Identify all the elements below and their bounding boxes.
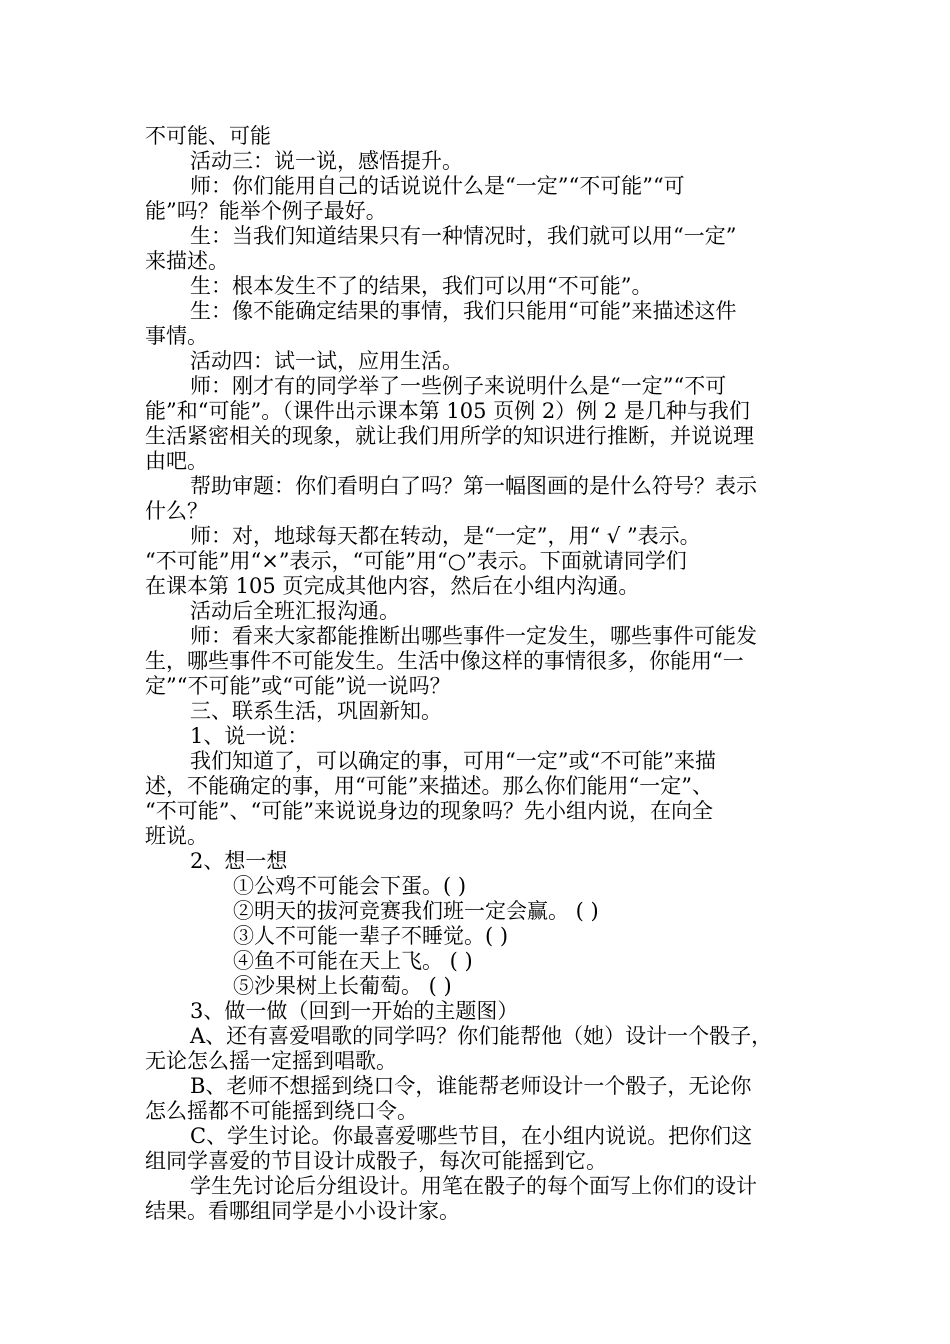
text-line: 定”“不可能”或“可能”说一说吗？ <box>145 674 451 698</box>
text-line: 怎么摇都不可能摇到绕口令。 <box>145 1099 418 1123</box>
text-line: 生活紧密相关的现象，就让我们用所学的知识进行推断，并说说理 <box>145 424 754 448</box>
text-line: 无论怎么摇一定摇到唱歌。 <box>145 1049 397 1073</box>
text-line: 生：像不能确定结果的事情，我们只能用“可能”来描述这件 <box>190 299 737 323</box>
text-line: 班说。 <box>145 824 208 848</box>
text-line: 在课本第 105 页完成其他内容，然后在小组内沟通。 <box>145 574 640 598</box>
text-line: 活动三：说一说，感悟提升。 <box>190 149 463 173</box>
exercise-item: ③人不可能一辈子不睡觉。( ) <box>233 924 509 948</box>
text-line: 师：刚才有的同学举了一些例子来说明什么是“一定”“不可 <box>190 374 727 398</box>
text-line: 师：对，地球每天都在转动，是“一定”，用“ √ ”表示。 <box>190 524 701 548</box>
text-line: 能”和“可能”。（课件出示课本第 105 页例 2）例 2 是几种与我们 <box>145 399 750 423</box>
text-line: 活动四：试一试，应用生活。 <box>190 349 463 373</box>
text-line: 生：根本发生不了的结果，我们可以用“不可能”。 <box>190 274 653 298</box>
subsection-heading: 1、说一说： <box>190 724 309 748</box>
text-line: 师：你们能用自己的话说说什么是“一定”“不可能”“可 <box>190 174 685 198</box>
text-line: 述，不能确定的事，用“可能”来描述。那么你们能用“一定”、 <box>145 774 713 798</box>
exercise-item: ②明天的拔河竞赛我们班一定会赢。 ( ) <box>233 899 599 923</box>
text-line: 什么？ <box>145 499 208 523</box>
text-line: 活动后全班汇报沟通。 <box>190 599 400 623</box>
text-line: 不可能、可能 <box>145 124 271 148</box>
text-line: C、学生讨论。你最喜爱哪些节目，在小组内说说。把你们这 <box>190 1124 753 1148</box>
text-line: 事情。 <box>145 324 208 348</box>
exercise-item: ④鱼不可能在天上飞。 ( ) <box>233 949 473 973</box>
text-line: 生：当我们知道结果只有一种情况时，我们就可以用“一定” <box>190 224 737 248</box>
text-line: 组同学喜爱的节目设计成骰子，每次可能摇到它。 <box>145 1149 607 1173</box>
exercise-item: ⑤沙果树上长葡萄。 ( ) <box>233 974 452 998</box>
text-line: “不可能”用“×”表示，“可能”用“○”表示。下面就请同学们 <box>145 549 687 573</box>
text-line: 帮助审题：你们看明白了吗？第一幅图画的是什么符号？表示 <box>190 474 757 498</box>
text-line: A、还有喜爱唱歌的同学吗？你们能帮他（她）设计一个骰子， <box>190 1024 773 1048</box>
section-heading: 三、联系生活，巩固新知。 <box>190 699 442 723</box>
subsection-heading: 2、想一想 <box>190 849 288 873</box>
subsection-heading: 3、做一做（回到一开始的主题图） <box>190 999 519 1023</box>
text-line: B、老师不想摇到绕口令，谁能帮老师设计一个骰子，无论你 <box>190 1074 752 1098</box>
text-line: 我们知道了，可以确定的事，可用“一定”或“不可能”来描 <box>190 749 716 773</box>
text-line: 结果。看哪组同学是小小设计家。 <box>145 1199 460 1223</box>
text-line: “不可能”、“可能”来说说身边的现象吗？先小组内说，在向全 <box>145 799 713 823</box>
text-line: 能”吗？能举个例子最好。 <box>145 199 387 223</box>
text-line: 由吧。 <box>145 449 208 473</box>
text-line: 学生先讨论后分组设计。用笔在骰子的每个面写上你们的设计 <box>190 1174 757 1198</box>
text-line: 生，哪些事件不可能发生。生活中像这样的事情很多，你能用“一 <box>145 649 744 673</box>
text-line: 师：看来大家都能推断出哪些事件一定发生，哪些事件可能发 <box>190 624 757 648</box>
text-line: 来描述。 <box>145 249 229 273</box>
exercise-item: ①公鸡不可能会下蛋。( ) <box>233 874 467 898</box>
